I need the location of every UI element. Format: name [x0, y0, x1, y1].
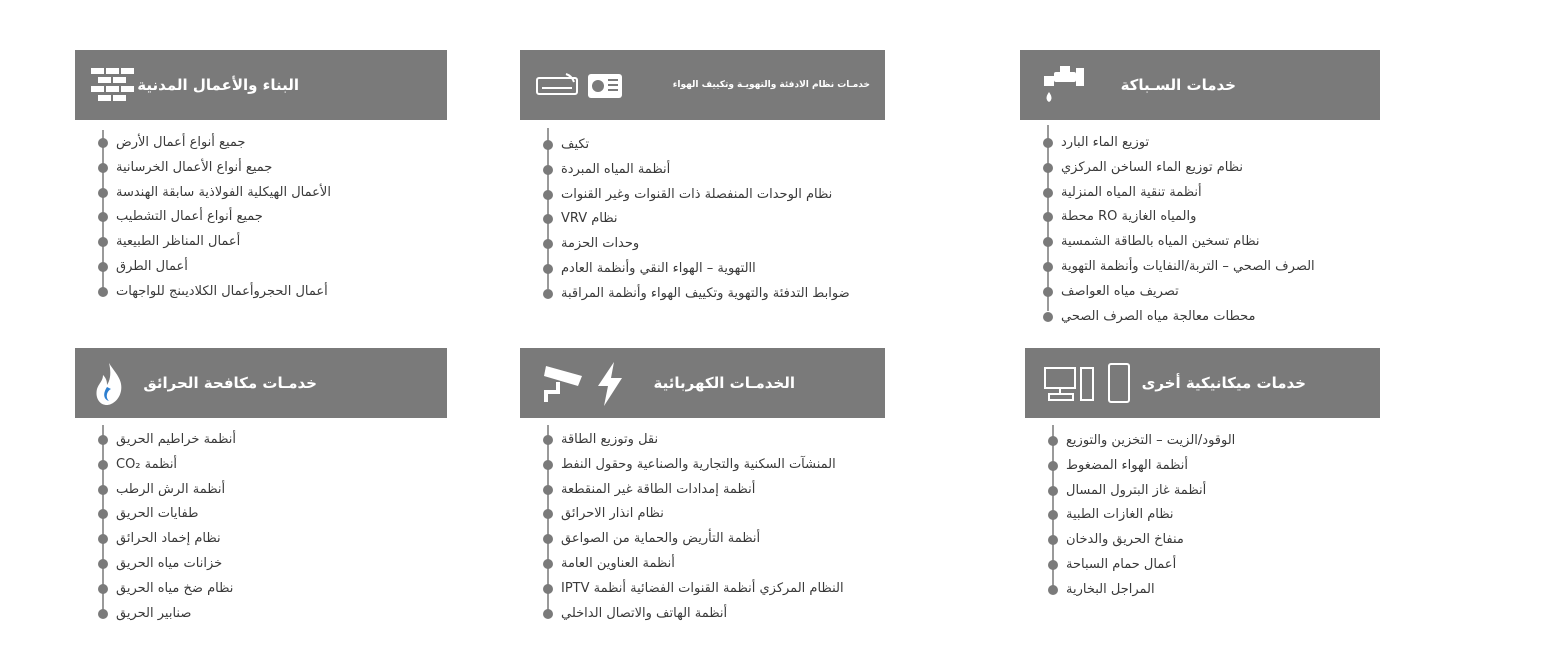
bullet-dot	[1043, 188, 1053, 198]
list-item: أنظمة المياه المبردة	[561, 161, 671, 177]
bullet-dot	[543, 509, 553, 519]
list-item: أنظمة تنقية المياه المنزلية	[1061, 184, 1202, 200]
flame-icon	[93, 361, 125, 411]
bullet-dot	[1048, 585, 1058, 595]
bullet-dot	[1048, 436, 1058, 446]
list-item: أنظمة العناوين العامة	[561, 556, 675, 571]
bullet-dot	[98, 509, 108, 519]
bullet-dot	[543, 289, 553, 299]
list-item: توزيع الماء البارد	[1061, 135, 1150, 150]
brick-wall-icon	[91, 68, 135, 106]
bullet-dot	[1048, 486, 1058, 496]
card-header	[520, 348, 885, 418]
list-item: نظام توزيع الماء الساخن المركزي	[1061, 159, 1243, 175]
bullet-dot	[543, 165, 553, 175]
air-conditioner-icon	[536, 70, 624, 106]
list-item: تكيف	[561, 137, 590, 152]
bullet-dot	[543, 559, 553, 569]
bullet-dot	[98, 138, 108, 148]
card-header	[75, 50, 447, 120]
bullet-dot	[1043, 287, 1053, 297]
bullet-dot	[543, 485, 553, 495]
bullet-dot	[1048, 510, 1058, 520]
list-item: جميع أنواع أعمال التشطيب	[116, 209, 263, 225]
bullet-dot	[98, 534, 108, 544]
water-tap-icon	[1040, 64, 1088, 112]
list-item: جميع أنواع أعمال الأرض	[116, 135, 246, 150]
bullet-dot	[1043, 237, 1053, 247]
list-item: الأعمال الهيكلية الفولاذية سابقة الهندسة	[116, 184, 331, 200]
list-item: نظام ضخ مياه الحريق	[116, 580, 234, 596]
bullet-dot	[1043, 163, 1053, 173]
bullet-dot	[543, 609, 553, 619]
list-item: والمياه الغازية RO محطة	[1061, 209, 1197, 225]
card-fire	[75, 348, 447, 418]
list-item: أنظمة غاز البترول المسال	[1066, 482, 1207, 498]
list-item: منفاخ الحريق والدخان	[1066, 532, 1184, 548]
bullet-dot	[98, 435, 108, 445]
bullet-dot	[543, 140, 553, 150]
bullet-dot	[1043, 138, 1053, 148]
card-title: خدمات السـباكة	[1120, 76, 1236, 94]
list-item: نظام إخماد الحرائق	[116, 531, 221, 547]
bullet-dot	[543, 584, 553, 594]
card-header	[75, 348, 447, 418]
bullet-dot	[1048, 535, 1058, 545]
list-item: أعمال الحجروأعمال الكلاديىنج للواجهات	[116, 283, 328, 299]
cctv-camera-icon	[542, 364, 588, 408]
bullet-dot	[543, 435, 553, 445]
bullet-dot	[543, 460, 553, 470]
list-item: نظام الوحدات المنفصلة ذات القنوات وغير القنوات	[561, 186, 833, 202]
bullet-dot	[98, 559, 108, 569]
bullet-dot	[98, 163, 108, 173]
list-item: أنظمة إمدادات الطاقة غير المنقطعة	[561, 481, 756, 497]
bullet-dot	[98, 584, 108, 594]
card-title: البناء والأعمال المدنية	[137, 76, 299, 94]
card-title: خدمـات نظام الادفئة والتهويـة وتكييف الهواء	[672, 80, 870, 90]
bullet-dot	[543, 239, 553, 249]
list-item: أعمال حمام السباحة	[1066, 557, 1177, 572]
list-item: أعمال المناظر الطبيعية	[116, 234, 241, 250]
bullet-dot	[543, 264, 553, 274]
bullet-dot	[98, 485, 108, 495]
list-item: أنظمة الرش الرطب	[116, 481, 226, 497]
bullet-dot	[98, 460, 108, 470]
lightning-bolt-icon	[596, 362, 624, 410]
list-item: الوقود/الزيت – التخزين والتوزيع	[1066, 433, 1236, 448]
list-item: االتهوية – الهواء النقي وأنظمة العادم	[561, 261, 756, 276]
card-electrical	[520, 348, 885, 418]
card-plumbing	[1020, 50, 1380, 120]
list-item: المراجل البخارية	[1066, 581, 1155, 597]
list-item: أنظمة خراطيم الحريق	[116, 432, 236, 447]
bullet-dot	[98, 609, 108, 619]
bullet-dot	[1048, 461, 1058, 471]
bullet-dot	[98, 188, 108, 198]
list-item: أعمال الطرق	[116, 259, 188, 274]
list-item: أنظمة CO₂	[116, 456, 178, 472]
card-hvac	[520, 50, 885, 120]
bullet-dot	[543, 534, 553, 544]
list-item: أنظمة الهاتف والاتصال الداخلي	[561, 605, 728, 621]
card-header	[1025, 348, 1380, 418]
list-item: وحدات الحزمة	[561, 236, 640, 252]
list-item: نظام انذار الاحرائق	[561, 506, 664, 522]
card-title: الخدمـات الكهربائية	[653, 374, 795, 392]
list-item: نقل وتوزيع الطاقة	[561, 432, 659, 447]
bullet-dot	[1048, 560, 1058, 570]
bullet-dot	[1043, 212, 1053, 222]
list-item: النظام المركزي أنظمة القنوات الفضائية أنظمة IPTV	[561, 580, 844, 596]
card-header	[1020, 50, 1380, 120]
list-item: نظام تسخين المياه بالطاقة الشمسية	[1061, 234, 1260, 250]
list-item: خزانات مياه الحريق	[116, 556, 223, 571]
bullet-dot	[1043, 312, 1053, 322]
list-item: صنابير الحريق	[116, 605, 192, 621]
list-item: جميع أنواع الأعمال الخرسانية	[116, 159, 273, 175]
list-item: أنظمة التأريض والحماية من الصواعق	[561, 531, 761, 547]
list-item: الصرف الصحي – التربة/النفايات وأنظمة التهوية	[1061, 259, 1315, 274]
card-title: خدمات ميكانيكية أخرى	[1141, 374, 1306, 392]
card-header	[520, 50, 885, 120]
bullet-dot	[98, 262, 108, 272]
bullet-dot	[543, 190, 553, 200]
list-item: أنظمة الهواء المضغوط	[1066, 457, 1189, 473]
list-item: نظام الغازات الطبية	[1066, 507, 1174, 523]
card-title: خدمـات مكافحة الحرائق	[143, 374, 317, 392]
list-item: المنشآت السكنية والتجارية والصناعية وحقول النفط	[561, 456, 836, 472]
computer-phone-icon	[1043, 362, 1133, 410]
list-item: ضوابط التدفئة والتهوية وتكييف الهواء وأنظمة المراقبة	[561, 285, 850, 301]
bullet-dot	[1043, 262, 1053, 272]
list-item: تصريف مياه العواصف	[1061, 283, 1179, 299]
bullet-dot	[543, 214, 553, 224]
card-mechanical	[1025, 348, 1380, 418]
list-item: طفايات الحريق	[116, 506, 199, 522]
bullet-dot	[98, 287, 108, 297]
list-item: نظام VRV	[561, 211, 618, 227]
list-item: محطات معالجة مياه الصرف الصحي	[1061, 308, 1256, 324]
